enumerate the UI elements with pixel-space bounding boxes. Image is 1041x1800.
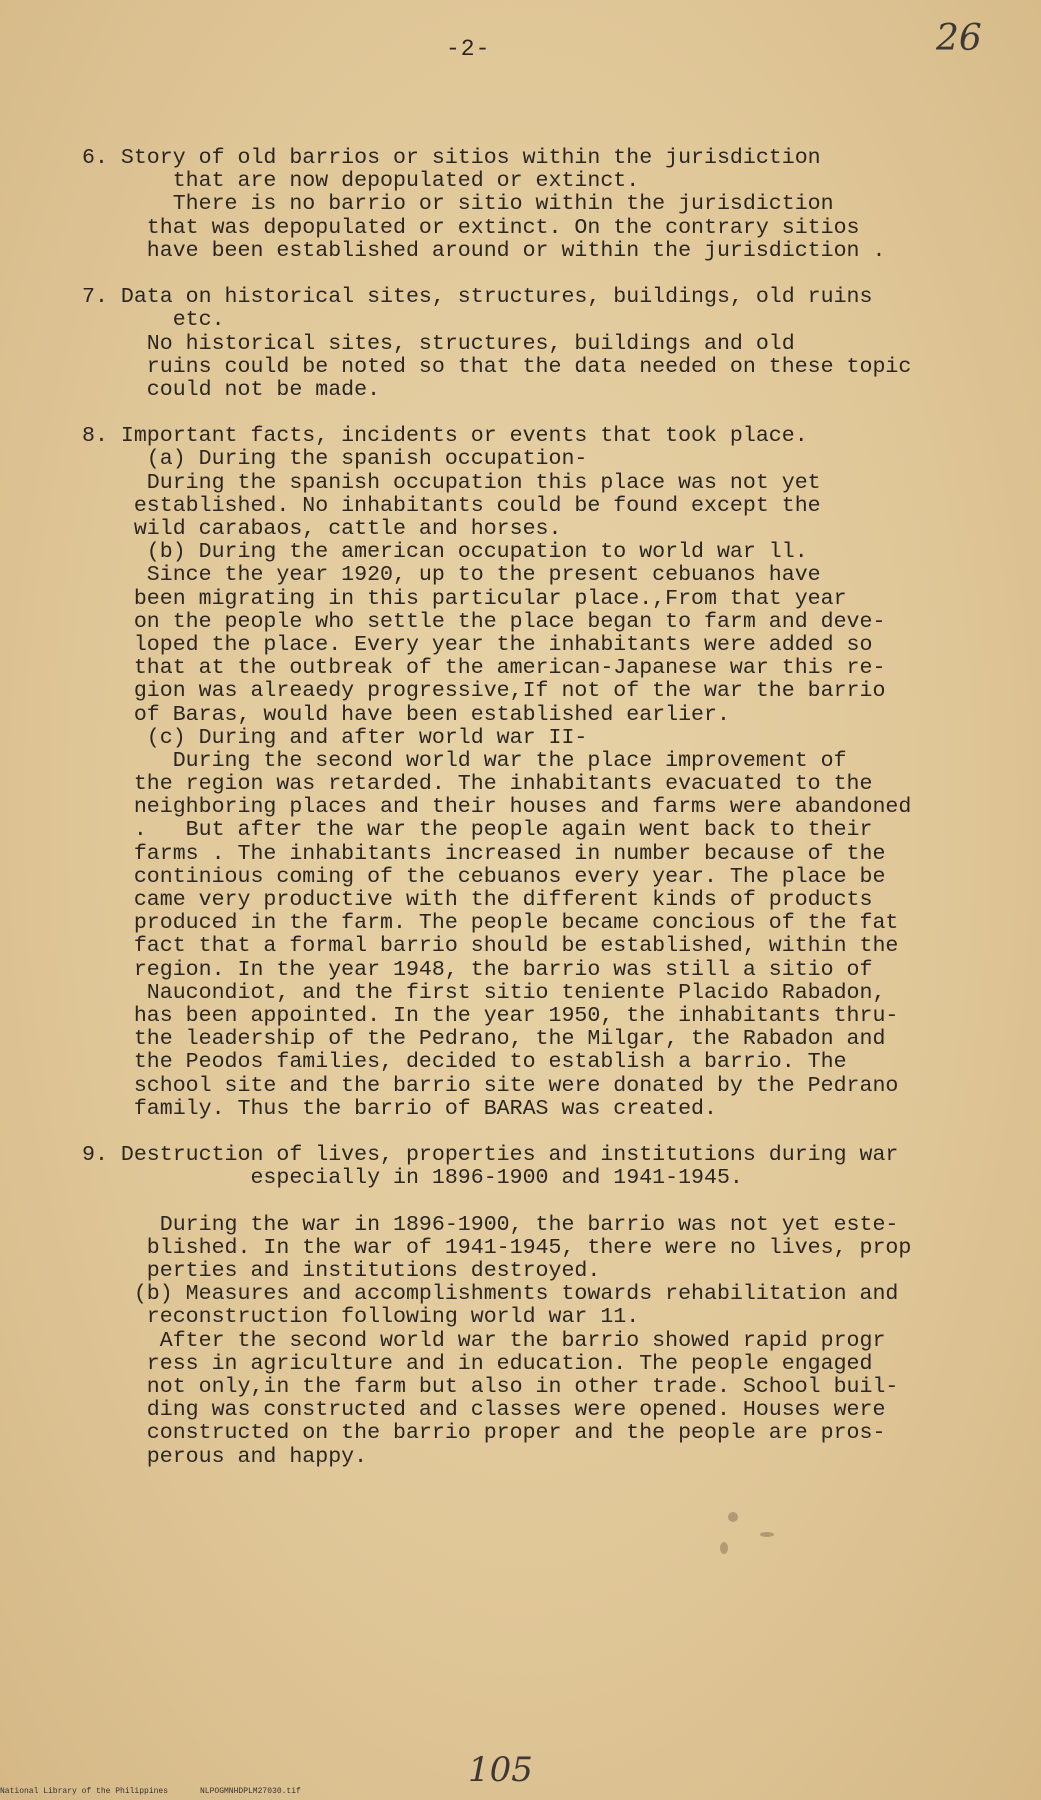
text-line: etc. xyxy=(82,308,225,333)
text-line: blished. In the war of 1941-1945, there were no lives, prop xyxy=(82,1235,912,1260)
text-line: (b) During the american occupation to world war ll. xyxy=(82,540,808,565)
text-line: that was depopulated or extinct. On the contrary sitios xyxy=(82,215,860,240)
text-line: During the spanish occupation this place was not yet xyxy=(82,470,821,495)
text-line: Since the year 1920, up to the present cebuanos have xyxy=(82,563,821,588)
text-line: loped the place. Every year the inhabitants were added so xyxy=(82,632,873,657)
document-body xyxy=(82,147,982,1469)
text-line: (a) During the spanish occupation- xyxy=(82,447,588,472)
text-line: Naucondiot, and the first sitio teniente Placido Rabadon, xyxy=(82,980,886,1005)
text-line: ding was constructed and classes were opened. Houses were xyxy=(82,1398,886,1423)
text-line: ruins could be noted so that the data needed on these topic xyxy=(82,354,912,379)
text-line: During the war in 1896-1900, the barrio was not yet este- xyxy=(82,1212,899,1237)
text-line: gion was alreaedy progressive,If not of the war the barrio xyxy=(82,679,886,704)
text-line: that at the outbreak of the american-Japanese war this re- xyxy=(82,656,886,681)
text-line: No historical sites, structures, buildings and old xyxy=(82,331,795,356)
page-number: -2- xyxy=(446,36,491,62)
text-line: family. Thus the barrio of BARAS was created. xyxy=(82,1096,717,1121)
text-line: 8. Important facts, incidents or events that took place. xyxy=(82,424,808,449)
library-credit: National Library of the Philippines xyxy=(0,1787,169,1796)
text-line: the leadership of the Pedrano, the Milgar, the Rabadon and xyxy=(82,1027,886,1052)
text-line: (b) Measures and accomplishments towards rehabilitation and xyxy=(82,1282,899,1307)
text-line: been migrating in this particular place.,From that year xyxy=(82,586,847,611)
text-line: continious coming of the cebuanos every year. The place be xyxy=(82,864,886,889)
text-line: region. In the year 1948, the barrio was still a sitio of xyxy=(82,957,873,982)
text-line: farms . The inhabitants increased in number because of the xyxy=(82,841,886,866)
text-line: school site and the barrio site were donated by the Pedrano xyxy=(82,1073,899,1098)
text-line: not only,in the farm but also in other trade. School buil- xyxy=(82,1374,899,1399)
text-line: fact that a formal barrio should be established, within the xyxy=(82,934,899,959)
text-line: perties and institutions destroyed. xyxy=(82,1259,601,1283)
text-line: 7. Data on historical sites, structures, buildings, old ruins xyxy=(82,285,873,310)
paragraph-gap xyxy=(82,402,982,425)
text-line: . But after the war the people again went back to their xyxy=(82,818,873,843)
handwritten-page-number: 26 xyxy=(936,18,982,59)
paper-stain xyxy=(728,1512,738,1522)
text-line: There is no barrio or sitio within the jurisdiction xyxy=(82,192,834,217)
text-line: wild carabaos, cattle and horses. xyxy=(82,517,562,541)
text-line: reconstruction following world war 11. xyxy=(82,1305,640,1330)
text-line: perous and happy. xyxy=(82,1444,368,1469)
source-file-id: NLPOGMNHDPLM27030.tif xyxy=(200,1787,301,1796)
text-line: especially in 1896-1900 and 1941-1945. xyxy=(82,1166,743,1191)
paper-stain xyxy=(720,1542,728,1554)
text-line: has been appointed. In the year 1950, the inhabitants thru- xyxy=(82,1003,899,1028)
text-line: (c) During and after world war II- xyxy=(82,725,588,750)
text-line: on the people who settle the place began to farm and deve- xyxy=(82,609,886,634)
paragraph-gap xyxy=(82,1190,982,1213)
text-line: the Peodos families, decided to establish a barrio. The xyxy=(82,1050,847,1075)
text-line: could not be made. xyxy=(82,377,381,402)
text-line: came very productive with the different kinds of products xyxy=(82,888,873,912)
text-line: the region was retarded. The inhabitants evacuated to the xyxy=(82,772,873,797)
footer xyxy=(0,1787,301,1800)
text-line: neighboring places and their houses and farms were abandoned xyxy=(82,795,912,820)
text-line: constructed on the barrio proper and the people are pros- xyxy=(82,1421,886,1446)
text-line: ress in agriculture and in education. The people engaged xyxy=(82,1351,873,1376)
text-line: established. No inhabitants could be found except the xyxy=(82,493,821,518)
text-line: 9. Destruction of lives, properties and institutions during war xyxy=(82,1143,899,1168)
paragraph-gap xyxy=(82,1121,982,1144)
text-line: 6. Story of old barrios or sitios within the jurisdiction xyxy=(82,146,821,170)
text-line: produced in the farm. The people became concious of the fat xyxy=(82,911,899,936)
paper-stain xyxy=(760,1532,774,1537)
text-line: that are now depopulated or extinct. xyxy=(82,169,640,194)
text-line: of Baras, would have been established earlier. xyxy=(82,702,730,727)
text-line: During the second world war the place improvement of xyxy=(82,748,847,773)
text-line: After the second world war the barrio showed rapid progr xyxy=(82,1328,886,1353)
text-line: have been established around or within the jurisdiction . xyxy=(82,238,886,263)
handwritten-archive-number: 105 xyxy=(468,1750,533,1790)
paragraph-gap xyxy=(82,263,982,286)
